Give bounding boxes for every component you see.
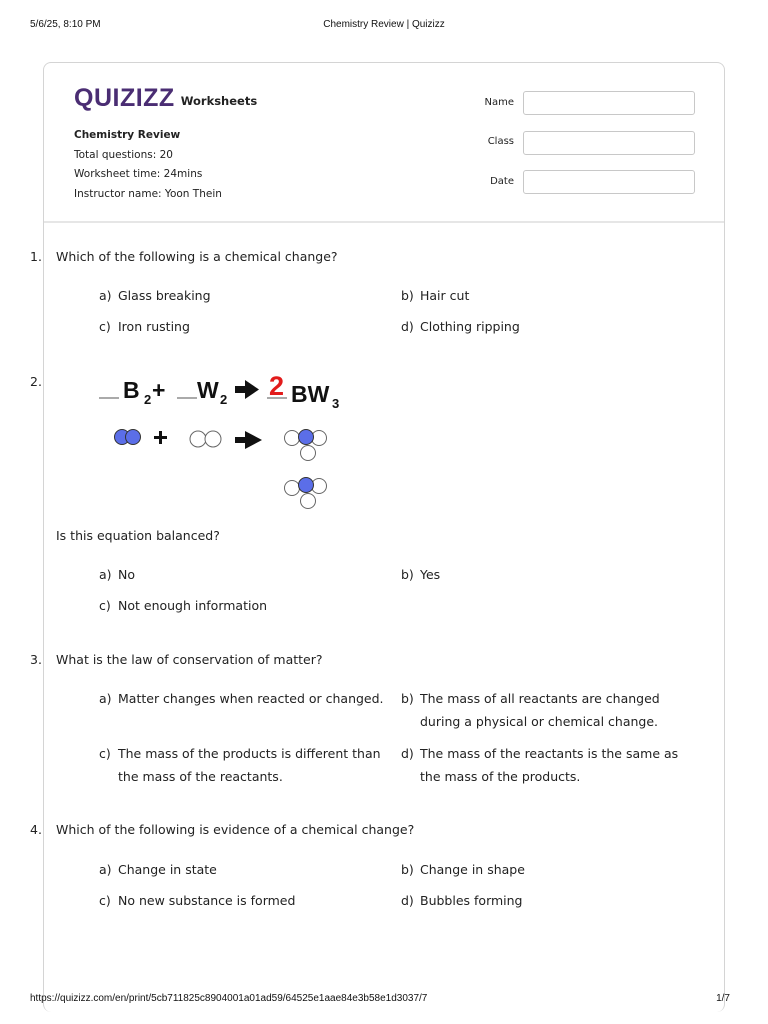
worksheet-title: Chemistry Review bbox=[74, 129, 181, 141]
logo-wordmark: QUIZIZZ bbox=[74, 84, 175, 112]
name-field[interactable] bbox=[523, 91, 695, 115]
class-field[interactable] bbox=[523, 131, 695, 155]
print-footer bbox=[30, 993, 738, 1007]
option-text: Iron rusting bbox=[118, 319, 190, 334]
total-questions: Total questions: 20 bbox=[74, 148, 173, 161]
question-text: Is this equation balanced? bbox=[56, 528, 220, 543]
option-text: Hair cut bbox=[420, 288, 470, 303]
option-letter: b) bbox=[401, 862, 414, 877]
product-symbol: BW bbox=[291, 381, 330, 407]
class-label: Class bbox=[487, 136, 514, 147]
w2-molecule-icon bbox=[190, 431, 221, 447]
worksheet-header bbox=[44, 63, 724, 223]
option-text: Yes bbox=[420, 567, 441, 582]
worksheet-meta bbox=[74, 126, 222, 204]
balanced-equation-image bbox=[99, 370, 359, 515]
option-letter: c) bbox=[99, 319, 111, 334]
option-letter: d) bbox=[401, 746, 414, 761]
option-text: The mass of the products is different than the mass of the reactants. bbox=[118, 746, 381, 784]
print-header bbox=[30, 19, 738, 33]
plus-sign: + bbox=[152, 377, 166, 403]
option-text: Clothing ripping bbox=[420, 319, 520, 334]
print-url: https://quizizz.com/en/print/5cb711825c8904001a01ad59/64525e1aae84e3b58e1d3037/7 bbox=[30, 993, 428, 1004]
reactant-2-symbol: W bbox=[197, 377, 219, 403]
option-text: Change in shape bbox=[420, 862, 525, 877]
option-letter: d) bbox=[401, 319, 414, 334]
option-letter: c) bbox=[99, 893, 111, 908]
option-letter: a) bbox=[99, 567, 112, 582]
reactant-2-subscript: 2 bbox=[220, 392, 228, 407]
option-text: Matter changes when reacted or changed. bbox=[118, 691, 384, 706]
date-label: Date bbox=[490, 176, 514, 187]
molecule-arrow-icon bbox=[235, 431, 262, 449]
instructor-name: Instructor name: Yoon Thein bbox=[74, 187, 222, 200]
option-letter: b) bbox=[401, 567, 414, 582]
option-letter: b) bbox=[401, 691, 414, 706]
logo-subtitle: Worksheets bbox=[180, 94, 258, 108]
option-text: No bbox=[118, 567, 135, 582]
question-number: 4. bbox=[30, 822, 42, 837]
reaction-arrow-icon bbox=[235, 380, 259, 399]
question-number: 2. bbox=[30, 374, 42, 389]
bw3-molecule-icon bbox=[285, 430, 327, 461]
option-text: Not enough information bbox=[118, 598, 268, 613]
option-text: Change in state bbox=[118, 862, 217, 877]
name-label: Name bbox=[484, 97, 514, 108]
option-letter: a) bbox=[99, 691, 112, 706]
worksheet-time: Worksheet time: 24mins bbox=[74, 168, 203, 180]
bw3-molecule-icon bbox=[285, 478, 327, 509]
option-text: Glass breaking bbox=[118, 288, 211, 303]
print-page-title: Chemistry Review | Quizizz bbox=[323, 19, 445, 30]
product-coefficient: 2 bbox=[269, 371, 285, 401]
option-letter: a) bbox=[99, 862, 112, 877]
question-number: 1. bbox=[30, 249, 42, 264]
question-text: Which of the following is evidence of a chemical change? bbox=[56, 822, 415, 837]
product-subscript: 3 bbox=[332, 396, 340, 411]
print-page-number: 1/7 bbox=[716, 993, 730, 1004]
option-letter: b) bbox=[401, 288, 414, 303]
option-text: The mass of the reactants is the same as the mass of the products. bbox=[420, 746, 679, 784]
plus-icon bbox=[154, 431, 167, 444]
question-text: What is the law of conservation of matter? bbox=[56, 652, 323, 667]
reactant-1-subscript: 2 bbox=[144, 392, 152, 407]
b2-molecule-icon bbox=[115, 430, 141, 445]
quizizz-logo bbox=[74, 85, 257, 111]
date-field[interactable] bbox=[523, 170, 695, 194]
option-letter: c) bbox=[99, 598, 111, 613]
reactant-1-symbol: B bbox=[123, 377, 140, 403]
option-text: No new substance is formed bbox=[118, 893, 296, 908]
option-text: Bubbles forming bbox=[420, 893, 523, 908]
option-text: The mass of all reactants are changed during a physical or chemical change. bbox=[420, 691, 660, 729]
option-letter: c) bbox=[99, 746, 111, 761]
option-letter: d) bbox=[401, 893, 414, 908]
question-text: Which of the following is a chemical change? bbox=[56, 249, 338, 264]
question-number: 3. bbox=[30, 652, 42, 667]
option-letter: a) bbox=[99, 288, 112, 303]
print-datetime: 5/6/25, 8:10 PM bbox=[30, 19, 101, 30]
